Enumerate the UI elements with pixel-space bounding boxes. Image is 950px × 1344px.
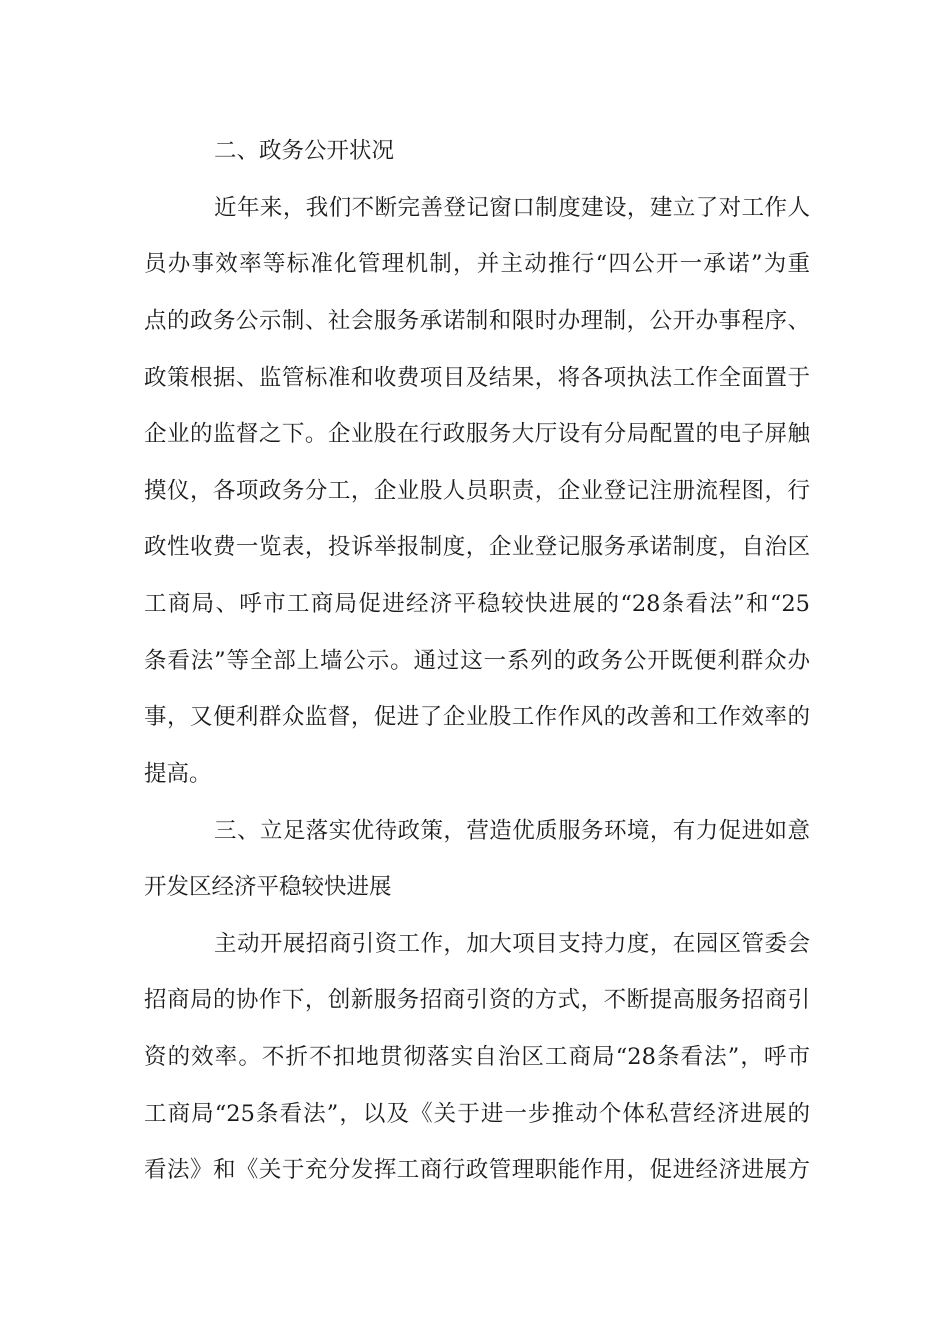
paragraph-line: 招商局的协作下，创新服务招商引资的方式，不断提高服务招商引: [144, 987, 810, 1013]
paragraph-line: 条看法”等全部上墙公示。通过这一系列的政务公开既便利群众办: [144, 648, 810, 674]
paragraph-line: 工商局“25条看法”，以及《关于进一步推动个体私营经济进展的: [144, 1101, 810, 1127]
section-heading-3: 三、立足落实优待政策，营造优质服务环境，有力促进如意: [214, 818, 810, 844]
paragraph-line: 主动开展招商引资工作，加大项目支持力度，在园区管委会: [214, 931, 810, 957]
paragraph-line: 事，又便利群众监督，促进了企业股工作作风的改善和工作效率的: [144, 704, 810, 730]
paragraph-line: 工商局、呼市工商局促进经济平稳较快进展的“28条看法”和“25: [144, 591, 810, 617]
paragraph-line: 政策根据、监管标准和收费项目及结果，将各项执法工作全面置于: [144, 365, 810, 391]
paragraph-line: 看法》和《关于充分发挥工商行政管理职能作用，促进经济进展方: [144, 1157, 810, 1183]
section-heading-2: 二、政务公开状况: [214, 138, 395, 164]
paragraph-line: 员办事效率等标准化管理机制，并主动推行“四公开一承诺”为重: [144, 251, 810, 277]
paragraph-line: 近年来，我们不断完善登记窗口制度建设，建立了对工作人: [214, 195, 810, 221]
paragraph-line: 提高。: [144, 761, 212, 787]
section-heading-3-cont: 开发区经济平稳较快进展: [144, 874, 392, 900]
paragraph-line: 政性收费一览表，投诉举报制度，企业登记服务承诺制度，自治区: [144, 534, 810, 560]
paragraph-line: 资的效率。不折不扣地贯彻落实自治区工商局“28条看法”，呼市: [144, 1044, 810, 1070]
paragraph-line: 点的政务公示制、社会服务承诺制和限时办理制，公开办事程序、: [144, 308, 810, 334]
paragraph-line: 摸仪，各项政务分工，企业股人员职责，企业登记注册流程图，行: [144, 478, 810, 504]
paragraph-line: 企业的监督之下。企业股在行政服务大厅设有分局配置的电子屏触: [144, 421, 810, 447]
